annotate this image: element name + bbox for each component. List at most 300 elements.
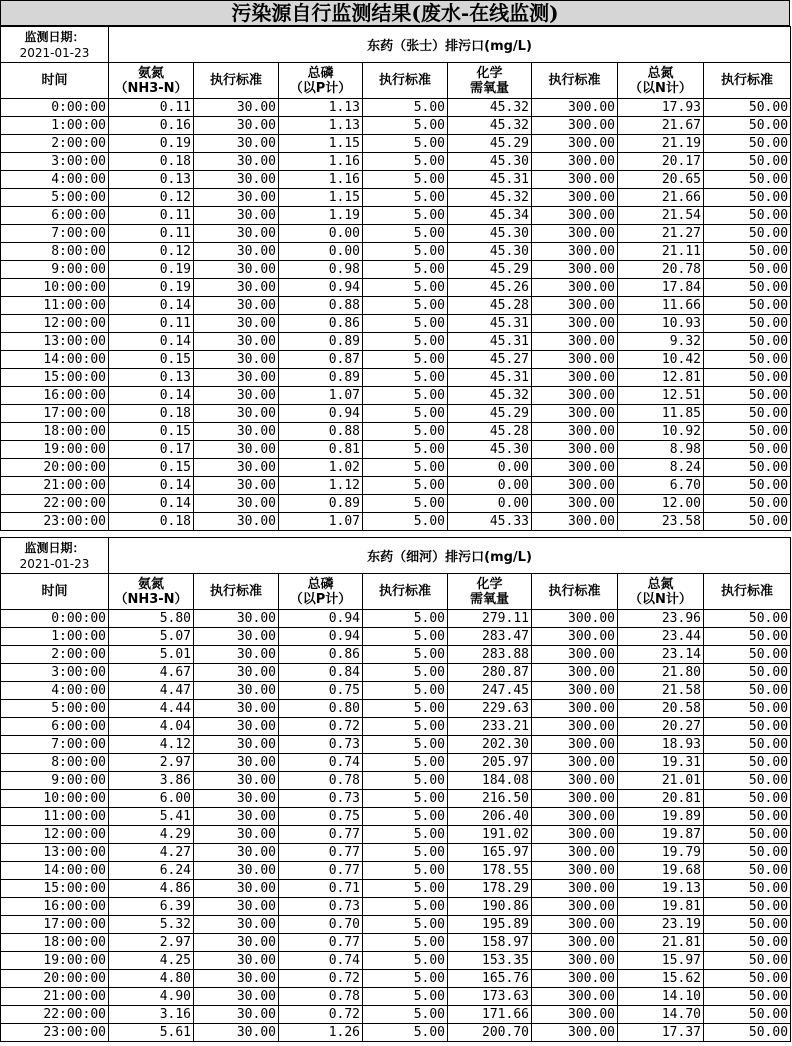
- cell-cod: 45.30: [448, 243, 532, 261]
- cell-tn-standard: 50.00: [704, 243, 791, 261]
- cell-nh3-standard: 30.00: [194, 441, 279, 459]
- cell-nh3: 0.12: [109, 243, 194, 261]
- cell-tp-standard: 5.00: [363, 135, 448, 153]
- cell-time: 0:00:00: [1, 610, 109, 628]
- cell-tp-standard: 5.00: [363, 610, 448, 628]
- cell-cod: 45.31: [448, 369, 532, 387]
- cell-nh3: 4.44: [109, 700, 194, 718]
- cell-cod-standard: 300.00: [532, 1006, 618, 1024]
- cell-cod-standard: 300.00: [532, 736, 618, 754]
- cell-nh3: 5.32: [109, 916, 194, 934]
- cell-nh3: 0.13: [109, 171, 194, 189]
- cell-cod-standard: 300.00: [532, 153, 618, 171]
- cell-cod: 45.30: [448, 153, 532, 171]
- cell-time: 1:00:00: [1, 628, 109, 646]
- cell-cod-standard: 300.00: [532, 610, 618, 628]
- cell-time: 4:00:00: [1, 171, 109, 189]
- cell-nh3-standard: 30.00: [194, 772, 279, 790]
- monitoring-date-label: 监测日期：: [24, 540, 85, 555]
- cell-tn: 23.14: [618, 646, 704, 664]
- cell-tp-standard: 5.00: [363, 315, 448, 333]
- cell-cod-standard: 300.00: [532, 243, 618, 261]
- cell-cod: 45.29: [448, 261, 532, 279]
- cell-cod-standard: 300.00: [532, 99, 618, 117]
- cell-cod-standard: 300.00: [532, 844, 618, 862]
- cell-time: 15:00:00: [1, 880, 109, 898]
- cell-cod-standard: 300.00: [532, 1024, 618, 1042]
- cell-tn-standard: 50.00: [704, 772, 791, 790]
- cell-cod-standard: 300.00: [532, 646, 618, 664]
- cell-cod-standard: 300.00: [532, 135, 618, 153]
- cell-cod: 45.32: [448, 117, 532, 135]
- cell-tn-standard: 50.00: [704, 826, 791, 844]
- cell-tp-standard: 5.00: [363, 261, 448, 279]
- cell-cod-standard: 300.00: [532, 369, 618, 387]
- cell-tp-standard: 5.00: [363, 297, 448, 315]
- cell-nh3: 3.16: [109, 1006, 194, 1024]
- cell-cod: 178.55: [448, 862, 532, 880]
- cell-tn: 19.89: [618, 808, 704, 826]
- cell-cod-standard: 300.00: [532, 513, 618, 531]
- cell-nh3-standard: 30.00: [194, 279, 279, 297]
- cell-tn-standard: 50.00: [704, 351, 791, 369]
- table-row: [1, 333, 791, 351]
- cell-tp-standard: 5.00: [363, 646, 448, 664]
- cell-time: 21:00:00: [1, 477, 109, 495]
- cell-time: 7:00:00: [1, 736, 109, 754]
- cell-time: 11:00:00: [1, 808, 109, 826]
- monitoring-date-cell: [1, 538, 109, 574]
- cell-cod-standard: 300.00: [532, 297, 618, 315]
- cell-nh3-standard: 30.00: [194, 700, 279, 718]
- cell-nh3-standard: 30.00: [194, 934, 279, 952]
- col-header-time: 时间: [1, 574, 109, 610]
- cell-nh3: 4.67: [109, 664, 194, 682]
- cell-time: 18:00:00: [1, 934, 109, 952]
- cell-cod-standard: 300.00: [532, 495, 618, 513]
- cell-cod: 45.29: [448, 135, 532, 153]
- cell-tn-standard: 50.00: [704, 754, 791, 772]
- table-row: [1, 513, 791, 531]
- cell-cod: 45.30: [448, 225, 532, 243]
- table-row: [1, 207, 791, 225]
- cell-nh3: 4.86: [109, 880, 194, 898]
- cell-nh3: 4.27: [109, 844, 194, 862]
- cell-tp: 0.78: [279, 772, 363, 790]
- cell-cod: 45.28: [448, 423, 532, 441]
- cell-nh3: 5.07: [109, 628, 194, 646]
- cell-tp-standard: 5.00: [363, 988, 448, 1006]
- cell-time: 2:00:00: [1, 646, 109, 664]
- cell-cod: 158.97: [448, 934, 532, 952]
- table-row: [1, 135, 791, 153]
- cell-cod: 171.66: [448, 1006, 532, 1024]
- cell-cod: 205.97: [448, 754, 532, 772]
- cell-nh3: 0.18: [109, 513, 194, 531]
- table-row: [1, 628, 791, 646]
- cell-nh3-standard: 30.00: [194, 297, 279, 315]
- cell-tp: 0.94: [279, 279, 363, 297]
- table-row: [1, 952, 791, 970]
- cell-nh3-standard: 30.00: [194, 880, 279, 898]
- cell-nh3: 0.11: [109, 99, 194, 117]
- cell-tn: 21.80: [618, 664, 704, 682]
- cell-tn-standard: 50.00: [704, 117, 791, 135]
- monitoring-date-value: 2021-01-23: [19, 45, 90, 60]
- cell-nh3: 6.39: [109, 898, 194, 916]
- table-row: [1, 808, 791, 826]
- cell-tn-standard: 50.00: [704, 513, 791, 531]
- cell-cod-standard: 300.00: [532, 664, 618, 682]
- cell-cod-standard: 300.00: [532, 682, 618, 700]
- cell-tp-standard: 5.00: [363, 844, 448, 862]
- cell-nh3-standard: 30.00: [194, 405, 279, 423]
- cell-cod: 45.30: [448, 441, 532, 459]
- cell-cod-standard: 300.00: [532, 279, 618, 297]
- cell-cod: 45.33: [448, 513, 532, 531]
- cell-tn: 18.93: [618, 736, 704, 754]
- cell-cod-standard: 300.00: [532, 718, 618, 736]
- cell-cod: 45.34: [448, 207, 532, 225]
- outlet-name: 东药（张士）排污口(mg/L): [109, 27, 791, 63]
- cell-tp: 0.94: [279, 610, 363, 628]
- cell-time: 2:00:00: [1, 135, 109, 153]
- cell-cod: 178.29: [448, 880, 532, 898]
- cell-tp: 0.77: [279, 862, 363, 880]
- cell-time: 16:00:00: [1, 387, 109, 405]
- cell-cod: 165.97: [448, 844, 532, 862]
- cell-tn: 19.31: [618, 754, 704, 772]
- cell-time: 7:00:00: [1, 225, 109, 243]
- cell-tp: 0.77: [279, 844, 363, 862]
- cell-cod-standard: 300.00: [532, 333, 618, 351]
- cell-tn-standard: 50.00: [704, 261, 791, 279]
- monitoring-date-label: 监测日期：: [24, 29, 85, 44]
- cell-nh3: 0.16: [109, 117, 194, 135]
- cell-nh3-standard: 30.00: [194, 261, 279, 279]
- col-header-tp: 总磷 （以P计）: [279, 63, 363, 99]
- cell-nh3-standard: 30.00: [194, 117, 279, 135]
- cell-nh3-standard: 30.00: [194, 916, 279, 934]
- cell-cod: 45.32: [448, 387, 532, 405]
- cell-cod: 153.35: [448, 952, 532, 970]
- report-title: 污染源自行监测结果(废水-在线监测): [0, 0, 790, 26]
- cell-tn: 20.65: [618, 171, 704, 189]
- cell-tn-standard: 50.00: [704, 610, 791, 628]
- cell-cod: 247.45: [448, 682, 532, 700]
- cell-tp-standard: 5.00: [363, 1006, 448, 1024]
- cell-tn-standard: 50.00: [704, 315, 791, 333]
- table-row: [1, 844, 791, 862]
- cell-tp: 0.89: [279, 495, 363, 513]
- cell-tn: 21.27: [618, 225, 704, 243]
- col-header-nh3-standard: 执行标准: [194, 63, 279, 99]
- cell-nh3: 0.18: [109, 405, 194, 423]
- cell-time: 21:00:00: [1, 988, 109, 1006]
- cell-tp-standard: 5.00: [363, 862, 448, 880]
- cell-cod-standard: 300.00: [532, 117, 618, 135]
- table-row: [1, 862, 791, 880]
- cell-tp: 0.88: [279, 297, 363, 315]
- cell-tp-standard: 5.00: [363, 880, 448, 898]
- cell-tn: 10.42: [618, 351, 704, 369]
- cell-tn: 9.32: [618, 333, 704, 351]
- cell-tn-standard: 50.00: [704, 988, 791, 1006]
- cell-nh3-standard: 30.00: [194, 718, 279, 736]
- table-row: [1, 279, 791, 297]
- cell-nh3: 0.11: [109, 207, 194, 225]
- table-row: [1, 898, 791, 916]
- cell-cod-standard: 300.00: [532, 772, 618, 790]
- cell-tp: 0.89: [279, 369, 363, 387]
- col-header-tp-standard: 执行标准: [363, 574, 448, 610]
- table-row: [1, 99, 791, 117]
- cell-nh3-standard: 30.00: [194, 135, 279, 153]
- col-header-cod-standard: 执行标准: [532, 63, 618, 99]
- cell-tn: 12.51: [618, 387, 704, 405]
- cell-nh3-standard: 30.00: [194, 898, 279, 916]
- cell-tp: 0.80: [279, 700, 363, 718]
- cell-tn-standard: 50.00: [704, 153, 791, 171]
- cell-time: 6:00:00: [1, 207, 109, 225]
- cell-tp-standard: 5.00: [363, 700, 448, 718]
- cell-nh3: 0.18: [109, 153, 194, 171]
- cell-nh3-standard: 30.00: [194, 153, 279, 171]
- cell-nh3: 6.24: [109, 862, 194, 880]
- cell-nh3-standard: 30.00: [194, 315, 279, 333]
- table-row: [1, 736, 791, 754]
- cell-cod: 216.50: [448, 790, 532, 808]
- cell-tn: 14.10: [618, 988, 704, 1006]
- cell-nh3: 5.80: [109, 610, 194, 628]
- cell-tp: 1.13: [279, 117, 363, 135]
- cell-time: 19:00:00: [1, 952, 109, 970]
- cell-nh3-standard: 30.00: [194, 628, 279, 646]
- cell-tn: 20.27: [618, 718, 704, 736]
- cell-tn: 10.92: [618, 423, 704, 441]
- cell-cod: 165.76: [448, 970, 532, 988]
- monitoring-date-value: 2021-01-23: [19, 556, 90, 571]
- cell-tn: 8.98: [618, 441, 704, 459]
- cell-tp-standard: 5.00: [363, 387, 448, 405]
- cell-time: 3:00:00: [1, 153, 109, 171]
- table-row: [1, 718, 791, 736]
- cell-time: 13:00:00: [1, 844, 109, 862]
- cell-time: 20:00:00: [1, 970, 109, 988]
- col-header-tn-standard: 执行标准: [704, 63, 791, 99]
- cell-cod: 45.27: [448, 351, 532, 369]
- cell-tn: 23.19: [618, 916, 704, 934]
- cell-tp-standard: 5.00: [363, 664, 448, 682]
- cell-tp-standard: 5.00: [363, 628, 448, 646]
- cell-tn-standard: 50.00: [704, 369, 791, 387]
- cell-time: 6:00:00: [1, 718, 109, 736]
- cell-time: 19:00:00: [1, 441, 109, 459]
- cell-time: 5:00:00: [1, 189, 109, 207]
- cell-time: 14:00:00: [1, 862, 109, 880]
- cell-tp: 0.84: [279, 664, 363, 682]
- cell-cod-standard: 300.00: [532, 988, 618, 1006]
- cell-cod-standard: 300.00: [532, 423, 618, 441]
- cell-tn-standard: 50.00: [704, 628, 791, 646]
- cell-cod: 191.02: [448, 826, 532, 844]
- cell-cod: 45.31: [448, 315, 532, 333]
- cell-tn-standard: 50.00: [704, 189, 791, 207]
- cell-tn-standard: 50.00: [704, 844, 791, 862]
- cell-tn-standard: 50.00: [704, 682, 791, 700]
- cell-nh3: 4.90: [109, 988, 194, 1006]
- cell-tp: 1.07: [279, 387, 363, 405]
- cell-cod: 280.87: [448, 664, 532, 682]
- cell-cod-standard: 300.00: [532, 315, 618, 333]
- cell-nh3-standard: 30.00: [194, 862, 279, 880]
- cell-tp: 0.72: [279, 970, 363, 988]
- cell-cod: 45.26: [448, 279, 532, 297]
- cell-tn: 21.19: [618, 135, 704, 153]
- cell-tp: 1.13: [279, 99, 363, 117]
- cell-tp-standard: 5.00: [363, 351, 448, 369]
- cell-tp-standard: 5.00: [363, 171, 448, 189]
- table-row: [1, 477, 791, 495]
- table-row: [1, 117, 791, 135]
- cell-cod-standard: 300.00: [532, 459, 618, 477]
- cell-cod-standard: 300.00: [532, 952, 618, 970]
- table-row: [1, 297, 791, 315]
- cell-tn: 6.70: [618, 477, 704, 495]
- cell-time: 16:00:00: [1, 898, 109, 916]
- cell-tn-standard: 50.00: [704, 297, 791, 315]
- cell-nh3: 4.29: [109, 826, 194, 844]
- cell-tn: 12.81: [618, 369, 704, 387]
- cell-cod: 45.29: [448, 405, 532, 423]
- cell-tp-standard: 5.00: [363, 459, 448, 477]
- cell-cod: 0.00: [448, 459, 532, 477]
- cell-nh3: 3.86: [109, 772, 194, 790]
- cell-time: 9:00:00: [1, 261, 109, 279]
- table-row: [1, 664, 791, 682]
- cell-tp-standard: 5.00: [363, 441, 448, 459]
- table-row: [1, 700, 791, 718]
- table-meta-row: [1, 27, 791, 63]
- table-row: [1, 934, 791, 952]
- table-row: [1, 243, 791, 261]
- cell-nh3: 4.04: [109, 718, 194, 736]
- cell-nh3: 0.12: [109, 189, 194, 207]
- table-meta-row: [1, 538, 791, 574]
- cell-tn: 19.81: [618, 898, 704, 916]
- cell-time: 23:00:00: [1, 513, 109, 531]
- cell-tp: 0.75: [279, 808, 363, 826]
- cell-time: 8:00:00: [1, 754, 109, 772]
- cell-time: 17:00:00: [1, 405, 109, 423]
- cell-tn-standard: 50.00: [704, 862, 791, 880]
- cell-nh3: 0.19: [109, 135, 194, 153]
- cell-tn-standard: 50.00: [704, 459, 791, 477]
- cell-tn-standard: 50.00: [704, 477, 791, 495]
- monitoring-table-zhangshi: [0, 26, 791, 531]
- col-header-tp: 总磷 （以P计）: [279, 574, 363, 610]
- cell-tn-standard: 50.00: [704, 916, 791, 934]
- cell-nh3-standard: 30.00: [194, 459, 279, 477]
- cell-cod: 45.31: [448, 171, 532, 189]
- cell-tp: 0.70: [279, 916, 363, 934]
- cell-tn: 20.17: [618, 153, 704, 171]
- cell-cod: 184.08: [448, 772, 532, 790]
- cell-tn-standard: 50.00: [704, 718, 791, 736]
- cell-nh3: 0.17: [109, 441, 194, 459]
- cell-tp-standard: 5.00: [363, 736, 448, 754]
- cell-tp: 1.15: [279, 135, 363, 153]
- table-row: [1, 754, 791, 772]
- cell-tn: 20.81: [618, 790, 704, 808]
- cell-time: 9:00:00: [1, 772, 109, 790]
- cell-time: 17:00:00: [1, 916, 109, 934]
- cell-cod-standard: 300.00: [532, 880, 618, 898]
- cell-tn: 15.97: [618, 952, 704, 970]
- cell-cod-standard: 300.00: [532, 477, 618, 495]
- cell-nh3-standard: 30.00: [194, 1024, 279, 1042]
- cell-cod: 202.30: [448, 736, 532, 754]
- cell-tp-standard: 5.00: [363, 682, 448, 700]
- outlet-name: 东药（细河）排污口(mg/L): [109, 538, 791, 574]
- table-row: [1, 646, 791, 664]
- cell-tp-standard: 5.00: [363, 207, 448, 225]
- cell-tp-standard: 5.00: [363, 117, 448, 135]
- cell-nh3-standard: 30.00: [194, 369, 279, 387]
- cell-tp-standard: 5.00: [363, 369, 448, 387]
- cell-tn-standard: 50.00: [704, 405, 791, 423]
- cell-time: 15:00:00: [1, 369, 109, 387]
- monitoring-date-cell: [1, 27, 109, 63]
- cell-cod: 45.28: [448, 297, 532, 315]
- cell-tp: 0.00: [279, 243, 363, 261]
- cell-tn-standard: 50.00: [704, 1006, 791, 1024]
- cell-tp: 0.77: [279, 826, 363, 844]
- cell-nh3: 2.97: [109, 754, 194, 772]
- cell-time: 11:00:00: [1, 297, 109, 315]
- cell-tp: 0.72: [279, 1006, 363, 1024]
- cell-time: 12:00:00: [1, 826, 109, 844]
- cell-tn: 21.67: [618, 117, 704, 135]
- cell-tn-standard: 50.00: [704, 495, 791, 513]
- table-row: [1, 351, 791, 369]
- cell-tp: 0.81: [279, 441, 363, 459]
- cell-tn: 19.13: [618, 880, 704, 898]
- cell-nh3: 6.00: [109, 790, 194, 808]
- cell-nh3-standard: 30.00: [194, 790, 279, 808]
- cell-tn-standard: 50.00: [704, 423, 791, 441]
- cell-tp: 0.71: [279, 880, 363, 898]
- cell-tn-standard: 50.00: [704, 99, 791, 117]
- cell-tn: 23.96: [618, 610, 704, 628]
- col-header-time: 时间: [1, 63, 109, 99]
- cell-nh3: 0.13: [109, 369, 194, 387]
- cell-tp: 1.07: [279, 513, 363, 531]
- col-header-cod: 化学 需氧量: [448, 63, 532, 99]
- cell-time: 4:00:00: [1, 682, 109, 700]
- cell-cod-standard: 300.00: [532, 225, 618, 243]
- cell-tn-standard: 50.00: [704, 1024, 791, 1042]
- table-row: [1, 988, 791, 1006]
- cell-tp-standard: 5.00: [363, 189, 448, 207]
- cell-cod: 173.63: [448, 988, 532, 1006]
- cell-nh3: 4.47: [109, 682, 194, 700]
- cell-cod-standard: 300.00: [532, 934, 618, 952]
- table-row: [1, 225, 791, 243]
- cell-tn-standard: 50.00: [704, 441, 791, 459]
- table-row: [1, 171, 791, 189]
- cell-cod: 0.00: [448, 477, 532, 495]
